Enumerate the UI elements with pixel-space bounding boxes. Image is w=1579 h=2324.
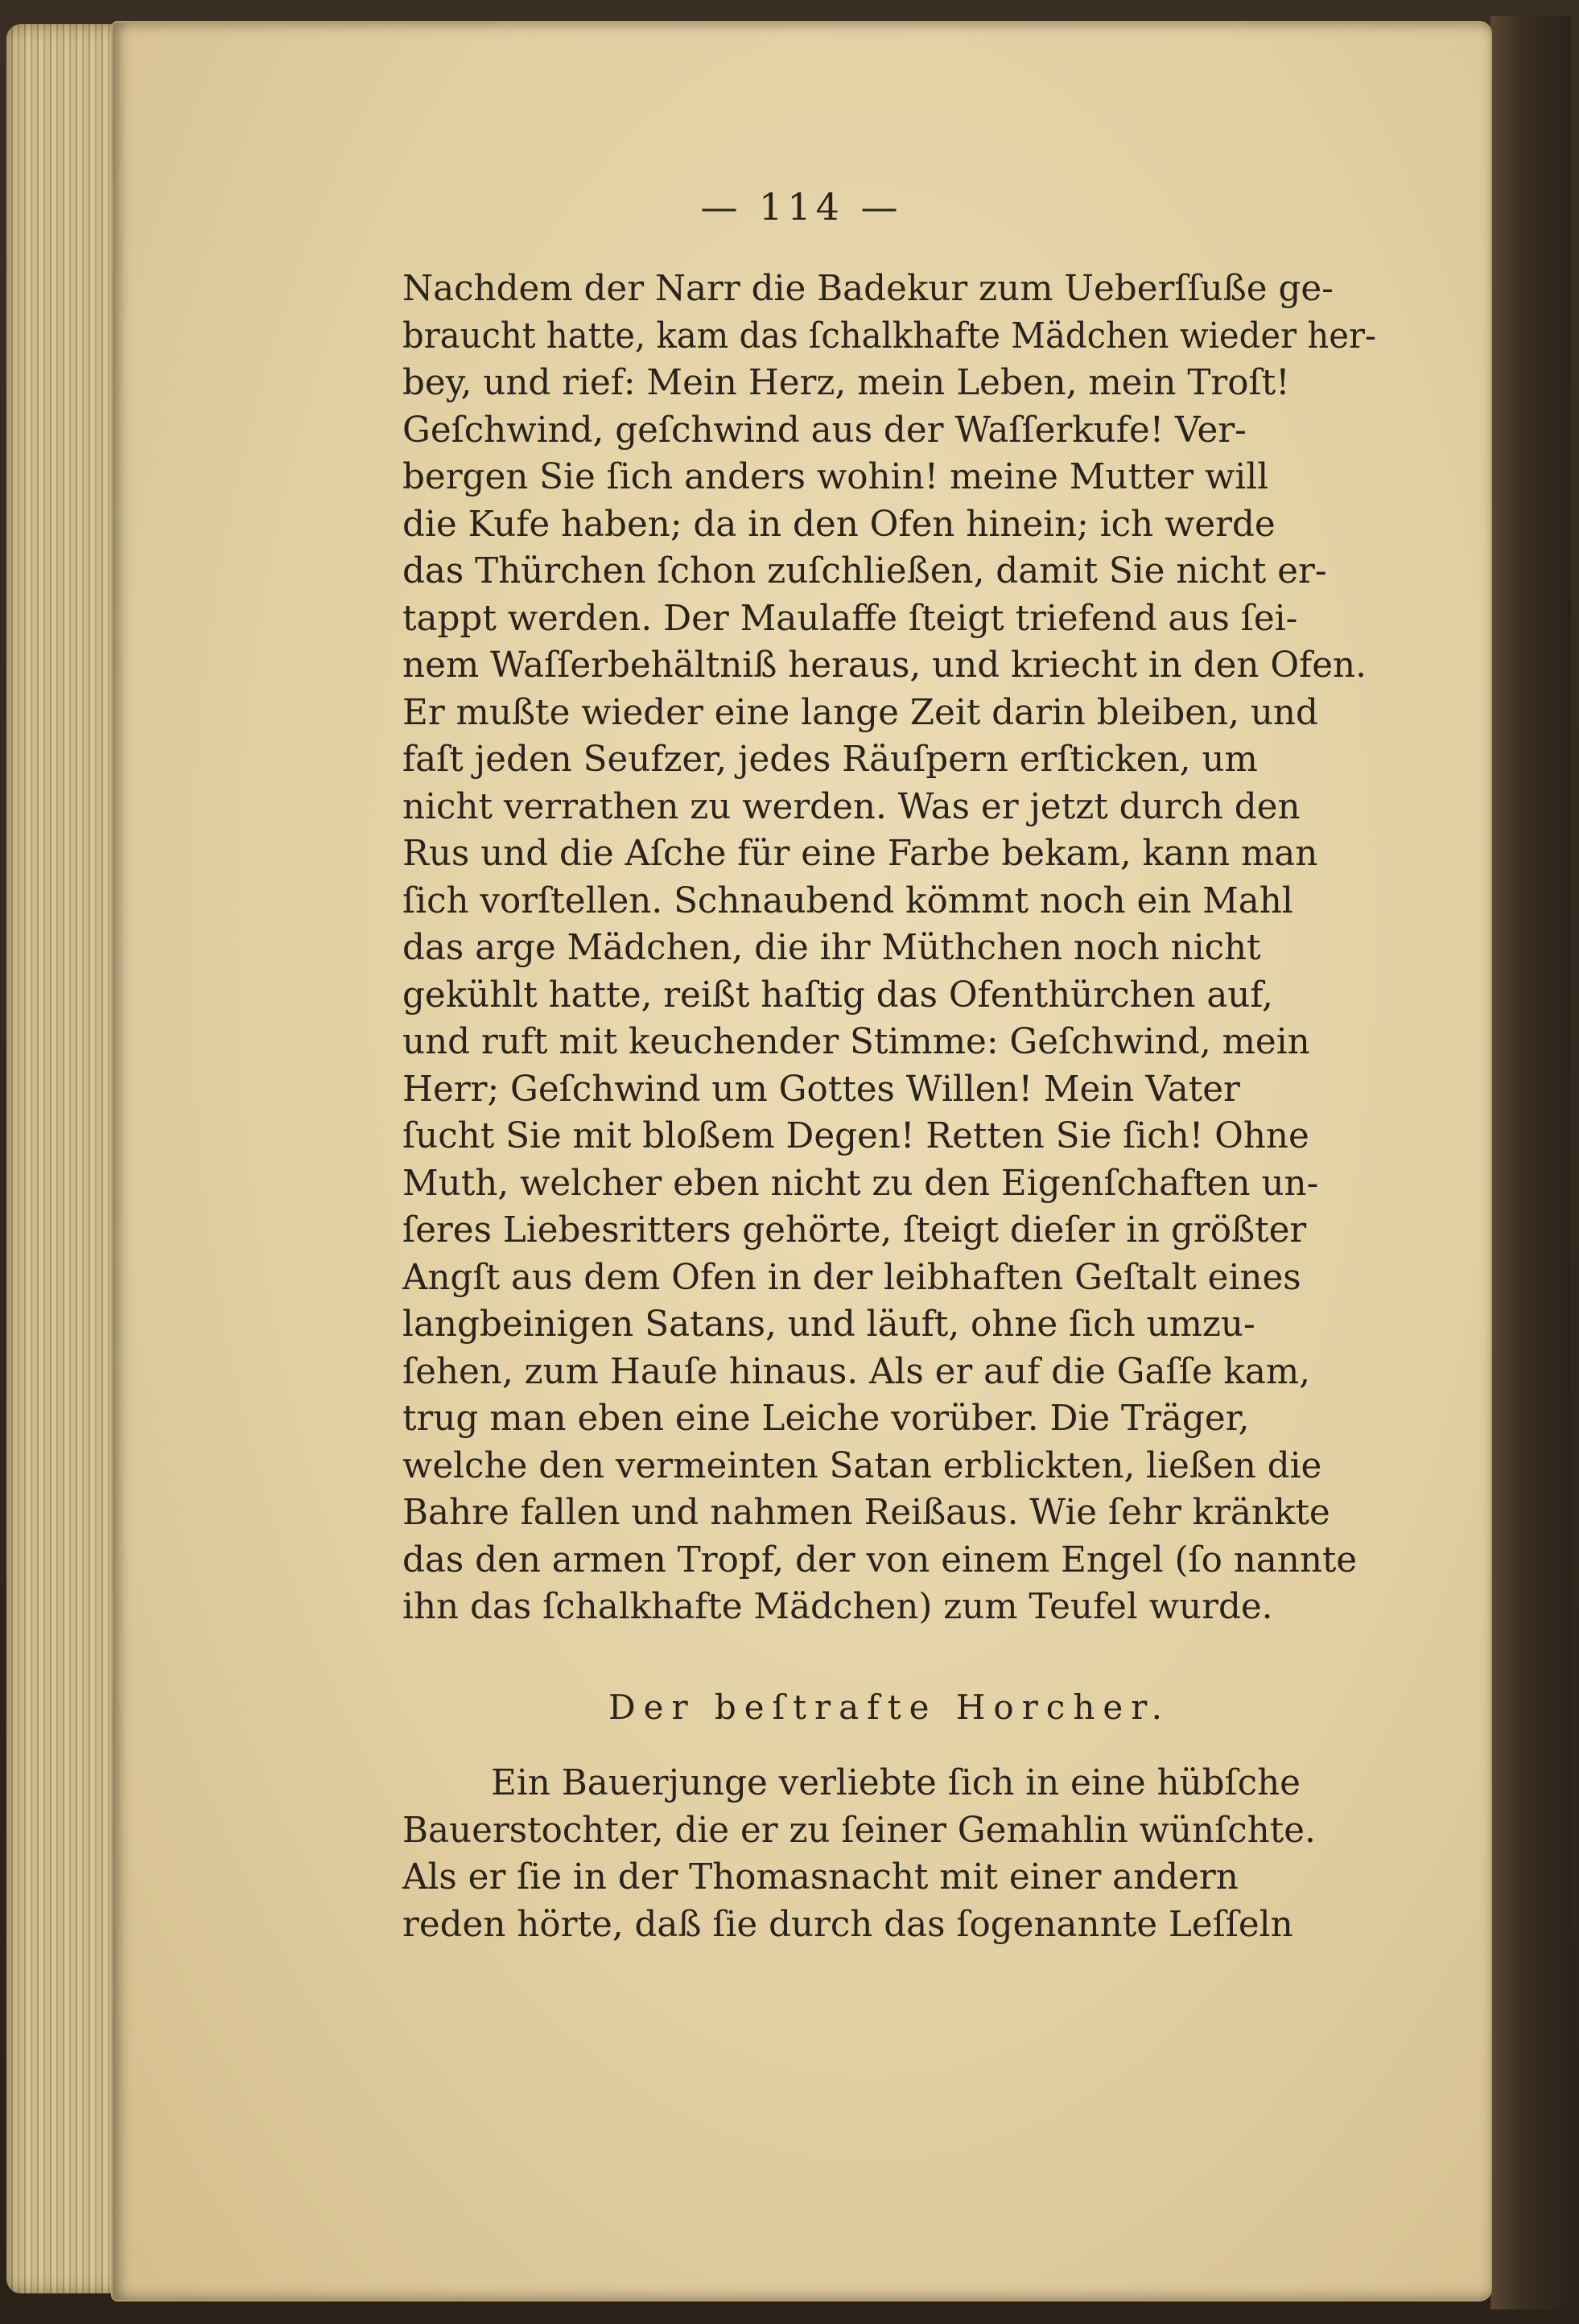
- text-line: Angſt aus dem Ofen in der leibhaften Geſtalt eines: [402, 1257, 1301, 1298]
- text-line: das arge Mädchen, die ihr Müthchen noch nicht: [402, 928, 1261, 968]
- section-title: Der beſtrafte Horcher.: [608, 1687, 1171, 1727]
- text-line: nem Waſſerbehältniß heraus, und kriecht in den Ofen.: [402, 645, 1367, 686]
- text-line: ſucht Sie mit bloßem Degen! Retten Sie ſich! Ohne: [402, 1116, 1309, 1156]
- text-line: Als er ſie in der Thomasnacht mit einer andern: [402, 1857, 1239, 1898]
- text-line: welche den vermeinten Satan erblickten, ließen die: [402, 1445, 1322, 1486]
- text-line: Bauerstochter, die er zu ſeiner Gemahlin wünſchte.: [402, 1810, 1316, 1851]
- text-line: Ein Bauerjunge verliebte ſich in eine hübſche: [491, 1763, 1301, 1803]
- text-line: Nachdem der Narr die Badekur zum Ueberſſuße ge-: [402, 269, 1334, 309]
- page-number: — 114 —: [700, 185, 903, 229]
- text-line: faſt jeden Seufzer, jedes Räuſpern erſticken, um: [402, 740, 1258, 780]
- text-line: Rus und die Aſche für eine Farbe bekam, kann man: [402, 834, 1318, 874]
- text-line: braucht hatte, kam das ſchalkhafte Mädchen wieder her-: [402, 315, 1377, 356]
- text-line: und ruft mit keuchender Stimme: Geſchwind, mein: [402, 1022, 1310, 1062]
- text-line: bergen Sie ſich anders wohin! meine Mutter will: [402, 457, 1269, 497]
- book-cover-edge: [1490, 16, 1571, 2310]
- text-line: Herr; Geſchwind um Gottes Willen! Mein Vater: [402, 1069, 1240, 1110]
- text-line: Geſchwind, geſchwind aus der Waſſerkufe! Ver-: [402, 410, 1247, 451]
- text-line: bey, und rief: Mein Herz, mein Leben, mein Troſt!: [402, 363, 1290, 403]
- text-line: Er mußte wieder eine lange Zeit darin bleiben, und: [402, 692, 1318, 733]
- text-line: Muth, welcher eben nicht zu den Eigenſchaften un-: [402, 1163, 1319, 1204]
- text-line: reden hörte, daß ſie durch das ſogenannte Leſſeln: [402, 1904, 1293, 1945]
- text-line: trug man eben eine Leiche vorüber. Die Träger,: [402, 1399, 1250, 1439]
- story-text-block-2: [402, 1760, 1376, 1948]
- text-line: ihn das ſchalkhafte Mädchen) zum Teufel wurde.: [402, 1587, 1273, 1627]
- text-line: Bahre fallen und nahmen Reißaus. Wie ſehr kränkte: [402, 1493, 1330, 1533]
- text-line: nicht verrathen zu werden. Was er jetzt durch den: [402, 786, 1301, 827]
- text-line: ſeres Liebesritters gehörte, ſteigt dieſer in größter: [402, 1210, 1307, 1251]
- text-line: das den armen Tropf, der von einem Engel (ſo nannte: [402, 1539, 1358, 1580]
- text-line: gekühlt hatte, reißt haſtig das Ofenthürchen auf,: [402, 975, 1273, 1016]
- story-text-block: [402, 266, 1376, 1631]
- text-line: ſehen, zum Hauſe hinaus. Als er auf die Gaſſe kam,: [402, 1351, 1311, 1392]
- text-line: das Thürchen ſchon zuſchließen, damit Sie nicht er-: [402, 551, 1327, 591]
- text-line: ſich vorſtellen. Schnaubend kömmt noch ein Mahl: [402, 880, 1293, 921]
- text-line: langbeinigen Satans, und läuft, ohne ſich umzu-: [402, 1304, 1255, 1345]
- text-line: tappt werden. Der Maulaffe ſteigt triefend aus ſei-: [402, 598, 1298, 639]
- text-line: die Kufe haben; da in den Ofen hinein; ich werde: [402, 504, 1276, 545]
